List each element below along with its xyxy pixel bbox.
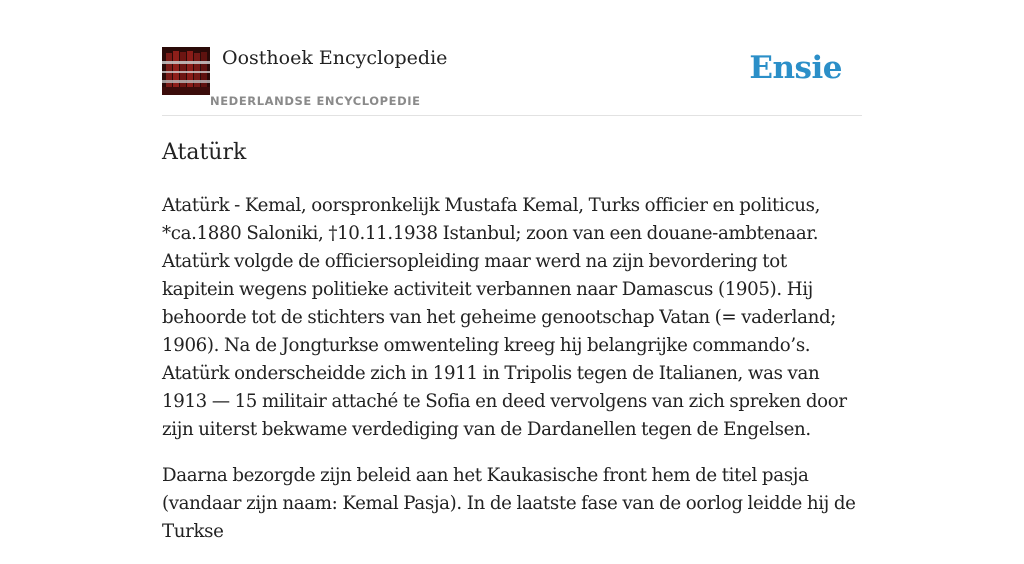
article-paragraph: Atatürk - Kemal, oorspronkelijk Mustafa Kemal, Turks officier en politicus, *ca.1880 Saloniki, †10.11.1938 Istanbul; zoon van een douane-ambtenaar. Atatürk volgde de officiersopleiding maar werd na zijn bevordering tot kapitein wegens politieke activiteit verbannen naar Damascus (1905). Hij behoorde tot de stichters van het geheime genootschap Vatan (= vaderland; 1906). Na de Jongturkse omwenteling kreeg hij belangrijke commando’s. Atatürk onderscheidde zich in 1911 in Tripolis tegen de Italianen, was van 1913 — 15 militair attaché te Sofia en deed vervolgens van zich spreken door zijn uiterst bekwame verdediging van de Dardanellen tegen de Engelsen.: [162, 195, 847, 440]
books-icon: [162, 47, 210, 95]
article-body: [162, 192, 862, 564]
site-header: [162, 0, 862, 116]
article-paragraph: Daarna bezorgde zijn beleid aan het Kaukasische front hem de titel pasja (vandaar zijn naam: Kemal Pasja). In de laatste fase van de oorlog leidde hij de Turkse: [162, 465, 856, 542]
article-title: Atatürk: [162, 140, 247, 165]
encyclopedia-books-avatar[interactable]: [162, 47, 210, 95]
site-subtitle: NEDERLANDSE ENCYCLOPEDIE: [210, 94, 421, 108]
page: [162, 0, 862, 542]
site-name-link[interactable]: Oosthoek Encyclopedie: [222, 47, 448, 69]
ensie-logo-link[interactable]: Ensie: [749, 50, 842, 86]
